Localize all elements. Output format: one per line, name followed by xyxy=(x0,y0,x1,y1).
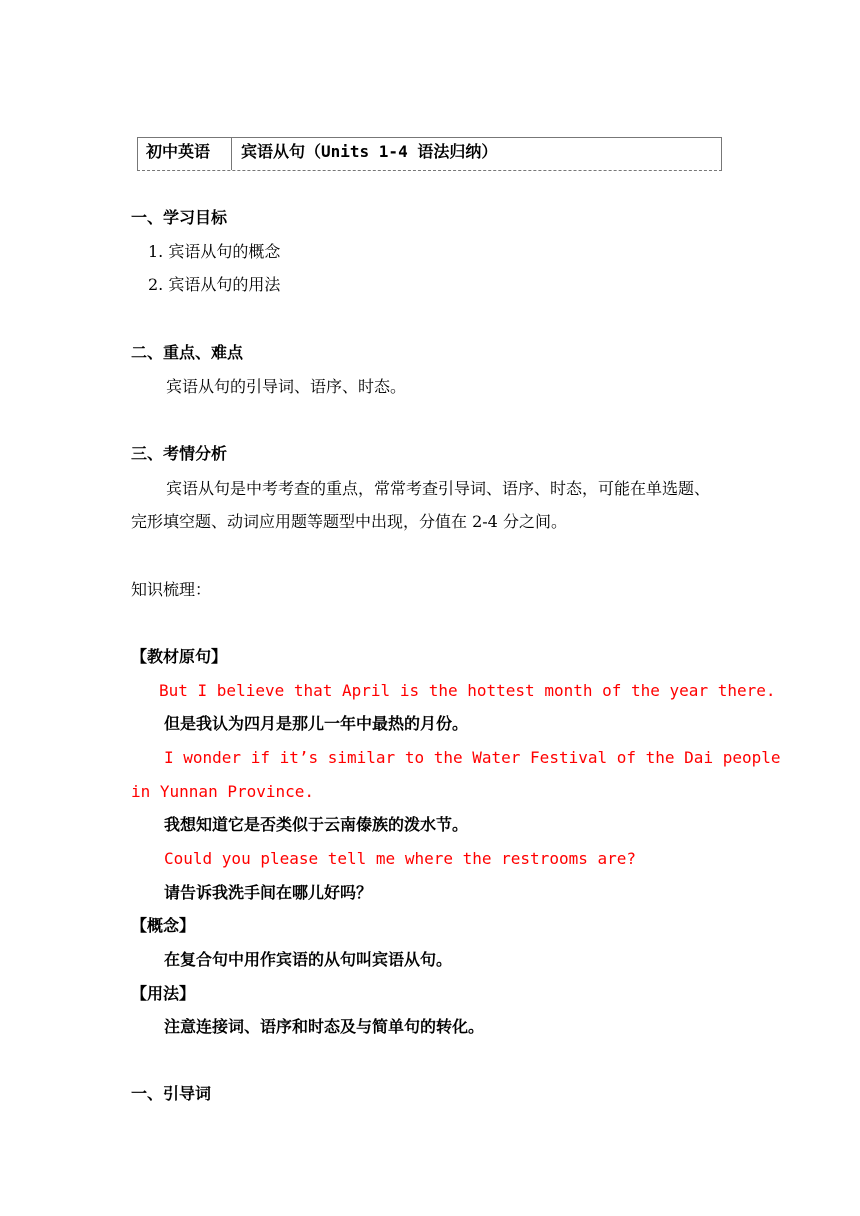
example-sentence-1-zh: 但是我认为四月是那儿一年中最热的月份。 xyxy=(164,714,469,733)
key-points-heading: 二、重点、难点 xyxy=(131,343,244,362)
example-sentence-3-en: Could you please tell me where the restrooms are? xyxy=(164,849,637,868)
objective-item-1: 1. 宾语从句的概念 xyxy=(148,242,281,261)
concept-heading: 【概念】 xyxy=(131,916,196,935)
header-table xyxy=(137,137,722,171)
usage-heading: 【用法】 xyxy=(131,984,196,1003)
exam-analysis-line-1: 宾语从句是中考考查的重点，常常考查引导词、语序、时态，可能在单选题、 xyxy=(166,479,711,498)
example-sentence-2-zh: 我想知道它是否类似于云南傣族的泼水节。 xyxy=(164,815,469,834)
knowledge-label: 知识梳理： xyxy=(131,580,212,599)
introducers-heading: 一、引导词 xyxy=(131,1084,212,1103)
usage-text: 注意连接词、语序和时态及与简单句的转化。 xyxy=(164,1017,485,1036)
topic-title: 宾语从句（Units 1-4 语法归纳） xyxy=(241,142,498,161)
objectives-heading: 一、学习目标 xyxy=(131,208,228,227)
example-sentence-1-en: But I believe that April is the hottest month of the year there. xyxy=(159,681,776,700)
example-sentence-2-en-line-2: in Yunnan Province. xyxy=(131,782,315,801)
subject-label: 初中英语 xyxy=(146,142,211,161)
concept-text: 在复合句中用作宾语的从句叫宾语从句。 xyxy=(164,950,453,969)
header-divider xyxy=(231,138,232,170)
exam-analysis-line-2: 完形填空题、动词应用题等题型中出现，分值在 2-4 分之间。 xyxy=(131,512,567,531)
example-sentence-3-zh: 请告诉我洗手间在哪儿好吗？ xyxy=(164,883,373,902)
key-points-text: 宾语从句的引导词、语序、时态。 xyxy=(166,377,407,396)
exam-analysis-heading: 三、考情分析 xyxy=(131,444,228,463)
example-sentence-2-en-line-1: I wonder if it’s similar to the Water Festival of the Dai people xyxy=(164,748,781,767)
objective-item-2: 2. 宾语从句的用法 xyxy=(148,275,281,294)
textbook-heading: 【教材原句】 xyxy=(131,647,228,666)
